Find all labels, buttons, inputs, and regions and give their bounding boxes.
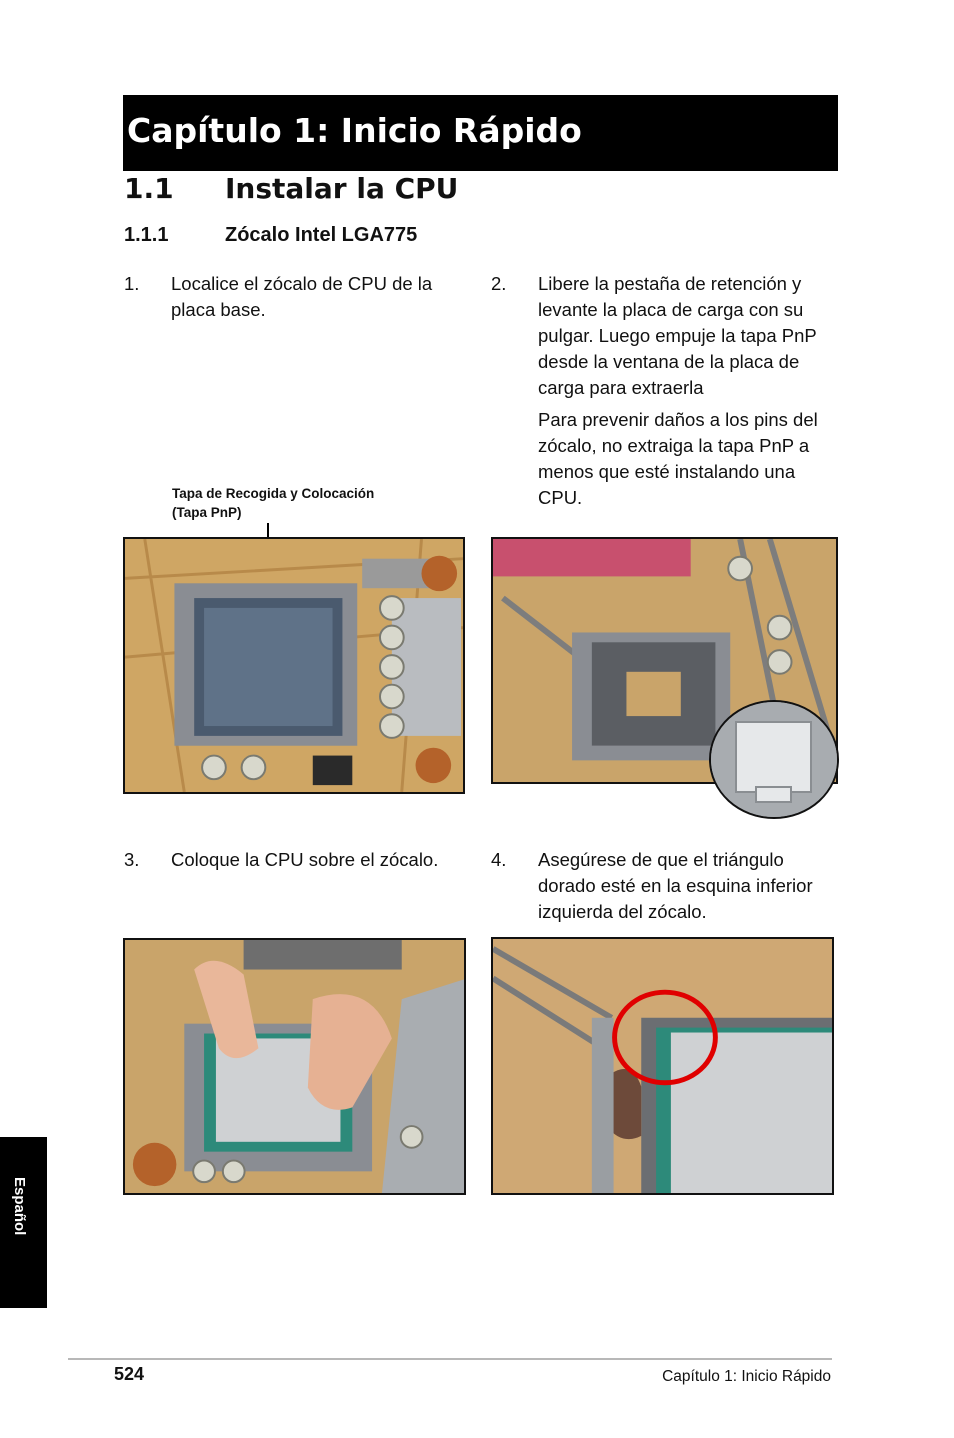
running-footer-title: Capítulo 1: Inicio Rápido [662,1368,831,1385]
step-number: 3. [124,849,140,870]
step-text: Libere la pestaña de retención y levante la placa de carga con su pulgar. Luego empuje la tapa PnP desde la ventana de la placa de carga para extraerla [538,273,817,398]
step-text: Coloque la CPU sobre el zócalo. [171,849,439,870]
section-title: Instalar la CPU [225,172,459,205]
photo-placing-cpu [123,938,466,1195]
footer-divider [68,1358,832,1360]
pnp-cap-callout [172,484,422,522]
step-number: 2. [491,273,507,294]
subsection-heading [124,224,417,247]
callout-line-1: Tapa de Recogida y Colocación [172,486,375,501]
step-text: Localice el zócalo de CPU de la placa base. [171,273,433,320]
step-note: Para prevenir daños a los pins del zócalo, no extraiga la tapa PnP a menos que esté instalando una CPU. [538,409,818,508]
language-label: Español [11,1177,28,1236]
step-number: 4. [491,849,507,870]
photo-socket-with-cap [123,537,465,794]
magnified-inset [709,700,839,819]
photo-open-socket [491,537,838,784]
step-number: 1. [124,273,140,294]
callout-line-2: (Tapa PnP) [172,505,242,520]
section-heading [124,172,458,205]
page-number: 524 [114,1364,145,1384]
photo-triangle-alignment [491,937,834,1195]
language-tab [0,1137,47,1308]
chapter-title: Capítulo 1: Inicio Rápido [123,95,838,171]
step-text: Asegúrese de que el triángulo dorado esté en la esquina inferior izquierda del zócalo. [538,849,813,922]
section-number: 1.1 [124,172,174,205]
subsection-title: Zócalo Intel LGA775 [225,224,418,246]
subsection-number: 1.1.1 [124,224,169,246]
